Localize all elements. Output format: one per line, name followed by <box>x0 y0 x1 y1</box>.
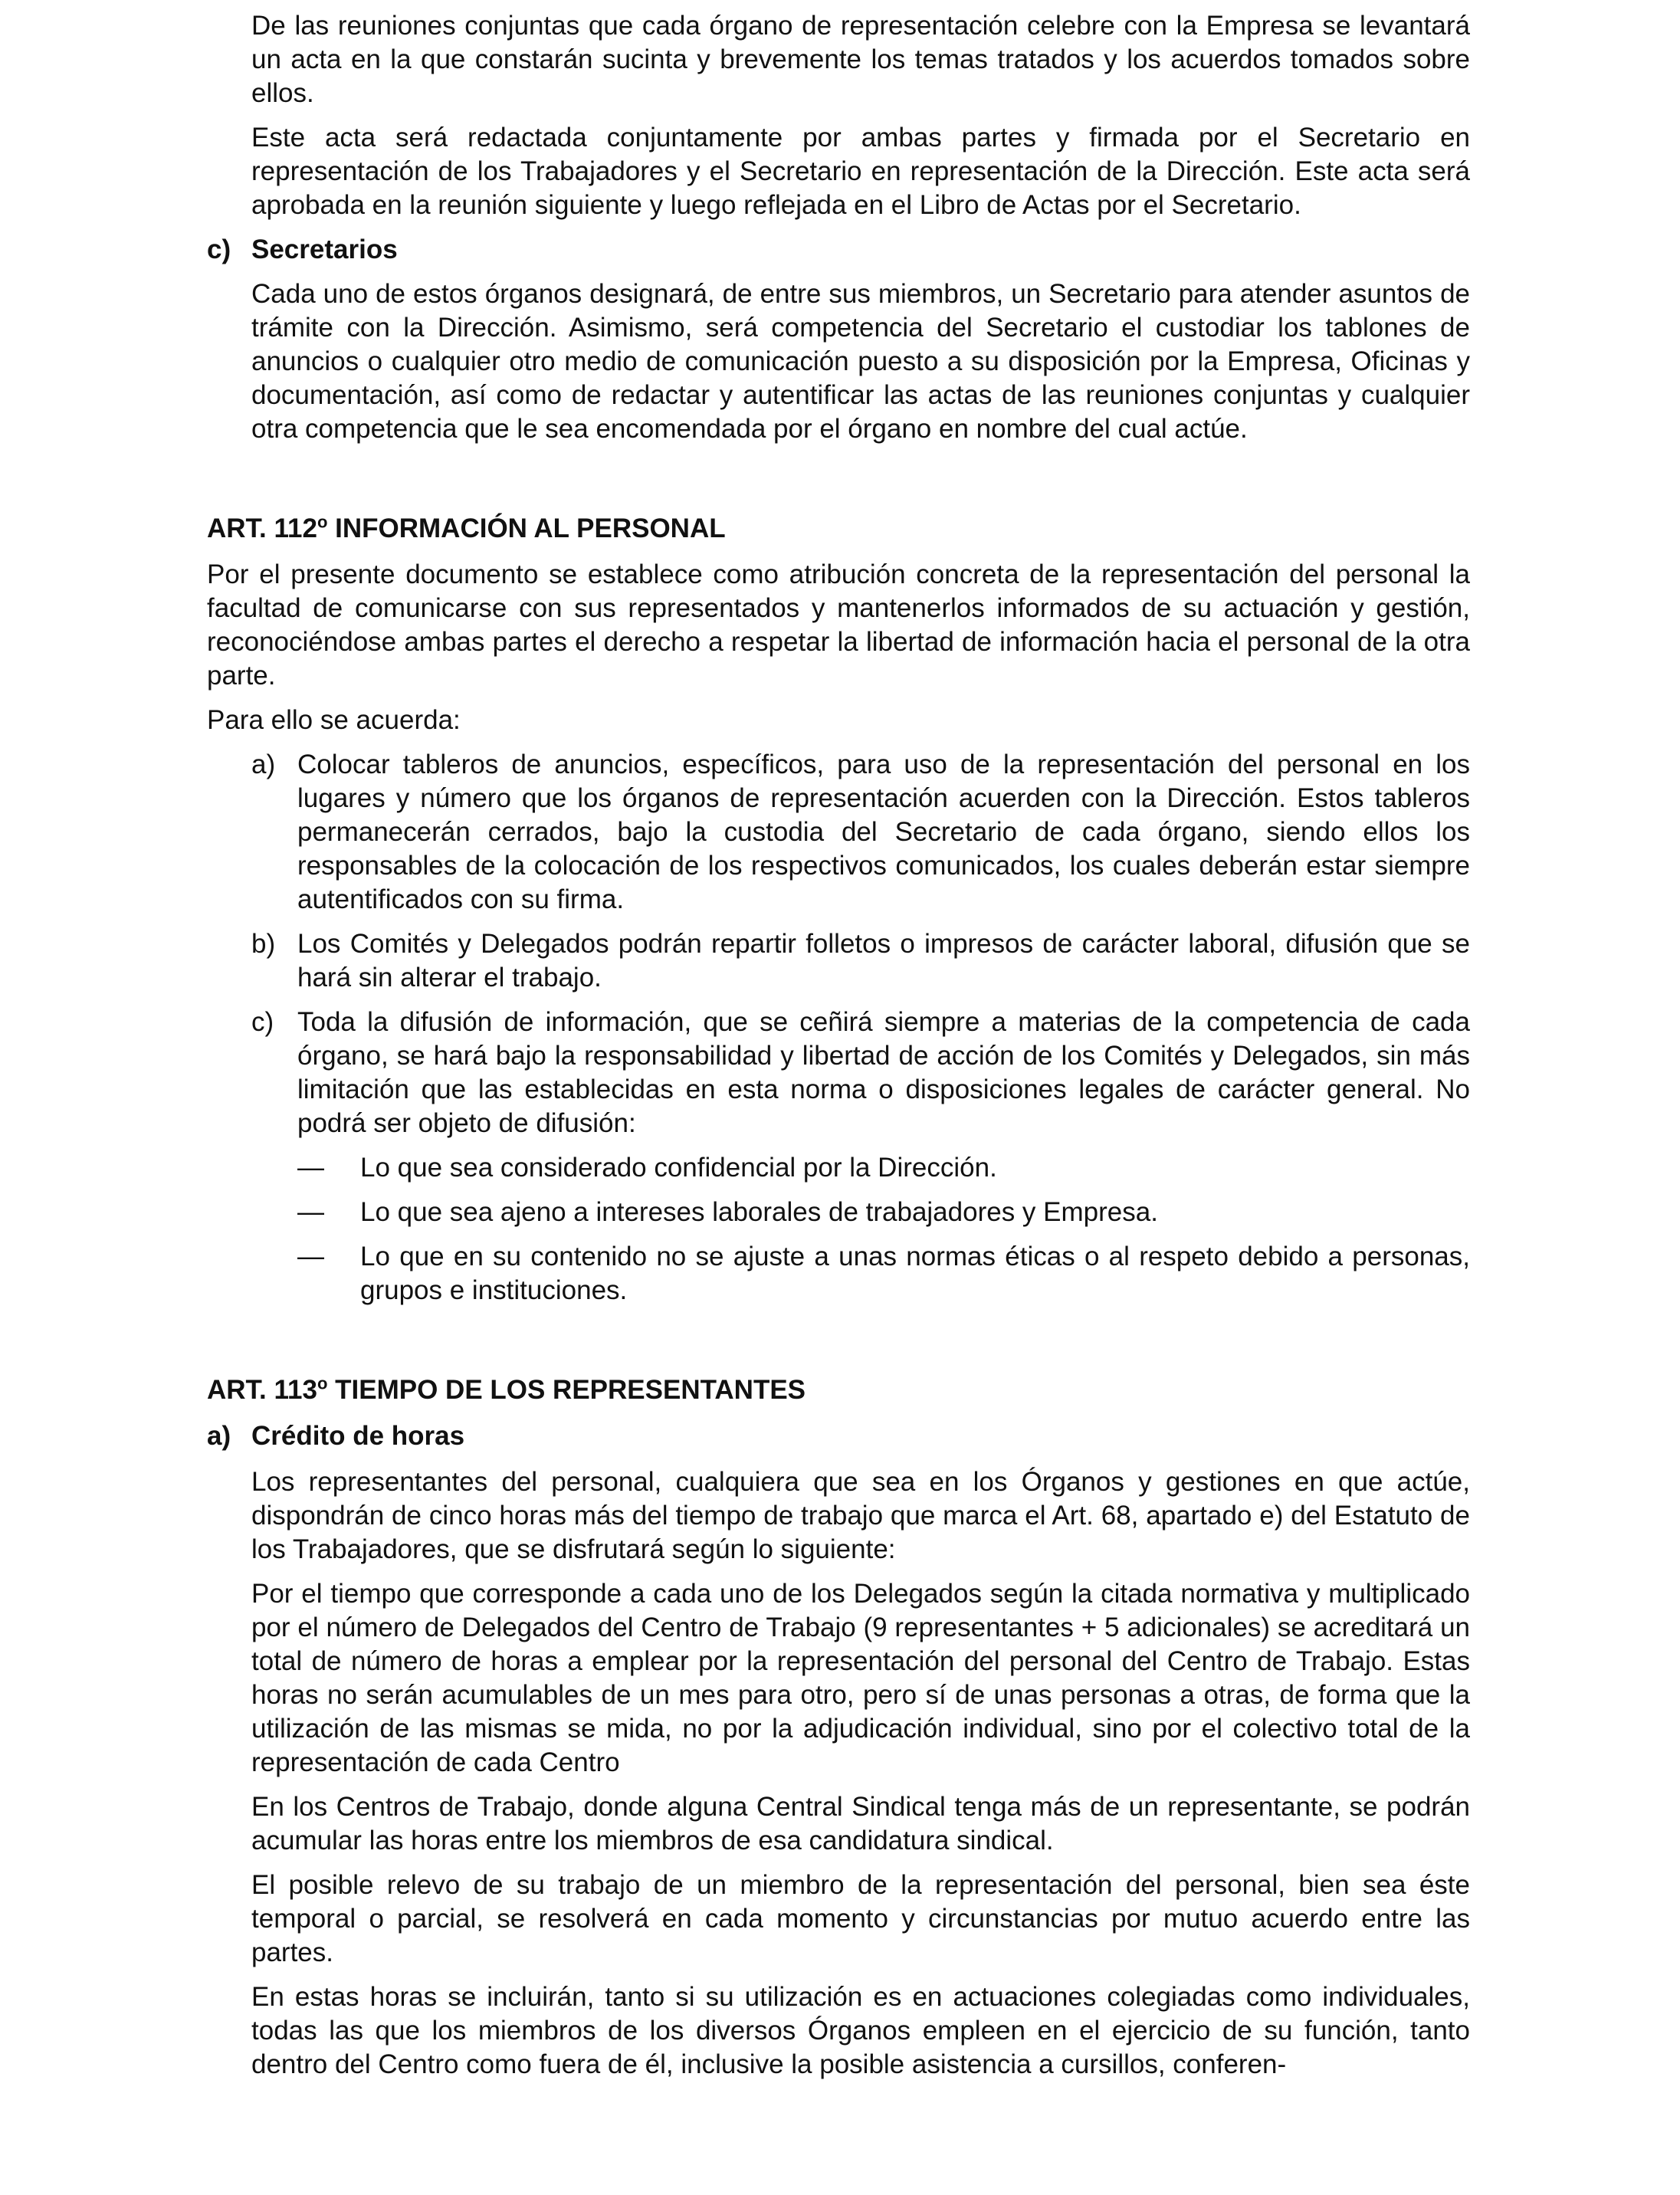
dash-mark: — <box>297 1242 324 1271</box>
dash-item-text: Lo que sea ajeno a intereses laborales de trabajadores y Empresa. <box>360 1197 1158 1227</box>
art113-paragraph-2: Por el tiempo que corresponde a cada uno de los Delegados según la citada normativa y multiplicado por el número de Delegados del Centro de Trabajo (9 representantes + 5 adicionales) se acreditará un total de número de horas a emplear por la representación del personal del Centro de Trabajo. Estas horas no serán acumulables de un mes para otro, pero sí de unas personas a otras, de forma que la utilización de las mismas se mida, no por la adjudicación individual, sino por el colectivo total de la representación de cada Centro <box>251 1579 1470 1777</box>
art112-paragraph-1: Por el presente documento se establece como atribución concreta de la representación del personal la facultad de comunicarse con sus representados y mantenerlos informados de su actuación y gestión, reconociéndose ambas partes el derecho a respetar la libertad de información hacia el personal de la otra parte. <box>207 559 1470 691</box>
secretarios-heading <box>207 233 1470 267</box>
dash-item <box>297 1196 1470 1229</box>
art112-title: INFORMACIÓN AL PERSONAL <box>327 513 726 543</box>
list-item-text: Los Comités y Delegados podrán repartir folletos o impresos de carácter laboral, difusión que se hará sin alterar el trabajo. <box>297 929 1470 993</box>
art112-heading <box>207 512 1470 546</box>
art113-paragraph-3: En los Centros de Trabajo, donde alguna Central Sindical tenga más de un representante, se podrán acumular las horas entre los miembros de esa candidatura sindical. <box>251 1792 1470 1855</box>
dash-item-text: Lo que en su contenido no se ajuste a unas normas éticas o al respeto debido a personas, grupos e instituciones. <box>360 1242 1470 1305</box>
art113-ordinal: o <box>317 1373 328 1393</box>
list-item-label: a) <box>251 750 276 779</box>
credito-label: a) <box>207 1421 231 1451</box>
document-page <box>207 9 1470 2082</box>
list-item-label: b) <box>251 929 276 959</box>
secretarios-title: Secretarios <box>251 235 398 264</box>
secretarios-body: Cada uno de estos órganos designará, de entre sus miembros, un Secretario para atender asuntos de trámite con la Dirección. Asimismo, será competencia del Secretario el custodiar los tablones de anuncios o cualquier otro medio de comunicación puesto a su disposición por la Empresa, Oficinas y documentación, así como de redactar y autentificar las actas de las reuniones conjuntas y cualquier otra competencia que le sea encomendada por el órgano en nombre del cual actúe. <box>251 279 1470 444</box>
dash-mark: — <box>297 1153 324 1183</box>
art113-paragraph-1: Los representantes del personal, cualquiera que sea en los Órganos y gestiones en que actúe, dispondrán de cinco horas más del tiempo de trabajo que marca el Art. 68, apartado e) del Estatuto de los Trabajadores, que se disfrutará según lo siguiente: <box>251 1467 1470 1564</box>
art112-number: ART. 112 <box>207 513 317 543</box>
dash-item <box>297 1240 1470 1307</box>
art113-paragraph-4: El posible relevo de su trabajo de un miembro de la representación del personal, bien sea éste temporal o parcial, se resolverá en cada momento y circunstancias por mutuo acuerdo entre las partes. <box>251 1870 1470 1967</box>
list-item-label: c) <box>251 1007 274 1037</box>
dash-item <box>297 1151 1470 1185</box>
list-item <box>251 1006 1470 1140</box>
list-item <box>251 748 1470 917</box>
intro-paragraph-1: De las reuniones conjuntas que cada órgano de representación celebre con la Empresa se levantará un acta en la que constarán sucinta y brevemente los temas tratados y los acuerdos tomados sobre ellos. <box>251 11 1470 108</box>
art113-paragraph-5: En estas horas se incluirán, tanto si su utilización es en actuaciones colegiadas como individuales, todas las que los miembros de los diversos Órganos empleen en el ejercicio de su función, tanto dentro del Centro como fuera de él, inclusive la posible asistencia a cursillos, conferen- <box>251 1982 1470 2079</box>
list-item-text: Colocar tableros de anuncios, específicos, para uso de la representación del personal en los lugares y número que los órganos de representación acuerden con la Dirección. Estos tableros permanecerán cerrados, bajo la custodia del Secretario de cada órgano, siendo ellos los responsables de la colocación de los respectivos comunicados, los cuales deberán estar siempre autentificados con su firma. <box>297 750 1470 914</box>
dash-item-text: Lo que sea considerado confidencial por la Dirección. <box>360 1153 997 1183</box>
secretarios-label: c) <box>207 235 231 264</box>
art113-heading <box>207 1373 1470 1407</box>
art112-paragraph-2: Para ello se acuerda: <box>207 705 461 735</box>
intro-paragraph-2: Este acta será redactada conjuntamente por ambas partes y firmada por el Secretario en representación de los Trabajadores y el Secretario en representación de la Dirección. Este acta será aprobada en la reunión siguiente y luego reflejada en el Libro de Actas por el Secretario. <box>251 123 1470 220</box>
credito-heading <box>207 1419 1470 1453</box>
art113-title: TIEMPO DE LOS REPRESENTANTES <box>327 1375 806 1405</box>
art113-number: ART. 113 <box>207 1375 317 1405</box>
dash-mark: — <box>297 1197 324 1227</box>
list-item <box>251 927 1470 995</box>
credito-title: Crédito de horas <box>251 1421 465 1451</box>
art112-ordinal: o <box>317 512 328 532</box>
list-item-text: Toda la difusión de información, que se ceñirá siempre a materias de la competencia de cada órgano, se hará bajo la responsabilidad y libertad de acción de los Comités y Delegados, sin más limitación que las establecidas en esta norma o disposiciones legales de carácter general. No podrá ser objeto de difusión: <box>297 1007 1470 1138</box>
